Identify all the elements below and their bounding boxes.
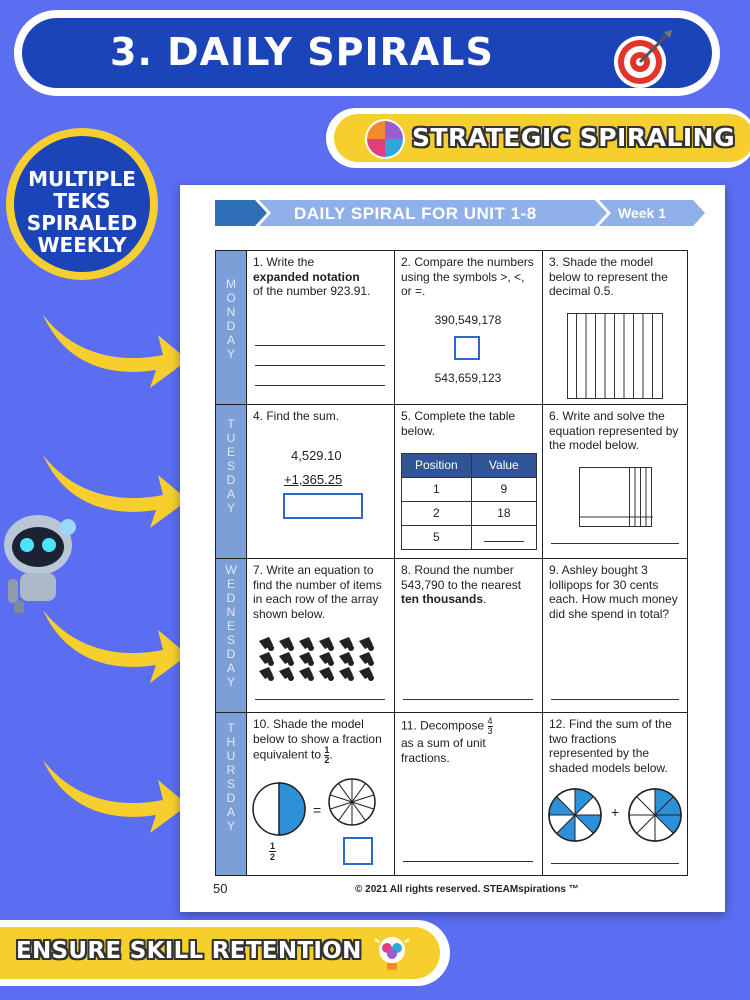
tenths-circle-model[interactable] xyxy=(327,777,377,827)
eighths-circle-shaded-three xyxy=(627,787,683,843)
q1-pre: 1. Write the xyxy=(253,255,315,269)
day-label-wednesday: W E D N E S D A Y xyxy=(225,563,237,689)
q11-frac-den: 3 xyxy=(487,726,493,736)
q10-pre: 10. Shade the model below to show a fraction equivalent to xyxy=(253,717,382,762)
curved-arrow-icon xyxy=(38,300,188,400)
table-answer-cell[interactable] xyxy=(471,526,536,550)
fraction-answer-box[interactable] xyxy=(343,837,373,865)
question-12-cell xyxy=(542,713,687,875)
q11-post: as a sum of unit fractions. xyxy=(401,736,486,765)
eighths-circle-shaded-four xyxy=(547,787,603,843)
day-label-tuesday: T U E S D A Y xyxy=(226,417,236,515)
day-label-thursday: T H U R S D A Y xyxy=(226,721,236,833)
day-strip-monday xyxy=(216,251,246,405)
banner-title: 3. DAILY SPIRALS xyxy=(110,30,494,74)
q12-plus: + xyxy=(611,804,620,820)
q2-number-a: 390,549,178 xyxy=(434,313,502,327)
q4-text: 4. Find the sum. xyxy=(253,409,340,423)
q10-label-num: 1 xyxy=(270,841,276,851)
question-11-cell xyxy=(394,713,542,875)
teks-badge-text xyxy=(14,168,150,256)
badminton-shuttle-array-icon xyxy=(259,637,383,681)
skill-retention-pill xyxy=(0,920,450,986)
comparison-answer-box[interactable] xyxy=(454,336,480,360)
sheet-title: DAILY SPIRAL FOR UNIT 1-8 xyxy=(294,204,537,223)
q10-frac-den: 2 xyxy=(324,755,330,765)
answer-line xyxy=(551,543,679,544)
q10-model-label xyxy=(269,841,276,862)
page-number: 50 xyxy=(213,881,228,896)
table-cell: 2 xyxy=(402,502,472,526)
area-model xyxy=(579,467,653,527)
pie-quadrant-icon xyxy=(364,118,406,160)
table-row xyxy=(402,478,537,502)
spiral-grid xyxy=(215,250,688,876)
q10-equals: = xyxy=(313,802,322,818)
sum-answer-box[interactable] xyxy=(283,493,363,519)
q1-post: of the number 923.91. xyxy=(253,284,371,298)
table-cell: 18 xyxy=(471,502,536,526)
q9-text: 9. Ashley bought 3 lollipops for 30 cents each. How much money did she spend in total? xyxy=(549,563,678,621)
table-cell: 1 xyxy=(402,478,472,502)
table-row xyxy=(402,526,537,550)
table-header-position: Position xyxy=(402,454,472,478)
answer-line xyxy=(255,385,385,386)
q10-label-den: 2 xyxy=(270,852,276,862)
q7-text: 7. Write an equation to find the number of items in each row of the array shown below. xyxy=(253,563,382,621)
badge-line-4: WEEKLY xyxy=(37,233,127,257)
worksheet xyxy=(180,185,725,912)
table-row xyxy=(402,502,537,526)
question-5-cell xyxy=(394,405,542,559)
q5-text: 5. Complete the table below. xyxy=(401,409,516,438)
q8-pre: 8. Round the number 543,790 to the nearest xyxy=(401,563,522,592)
badge-line-3: SPIRALED xyxy=(26,211,138,235)
q8-bold: ten thousands xyxy=(401,592,484,606)
q6-text: 6. Write and solve the equation represented by the model below. xyxy=(549,409,679,452)
q4-addend-b: +1,365.25 xyxy=(284,472,343,487)
q2-number-b: 543,659,123 xyxy=(434,371,502,385)
question-10-cell xyxy=(246,713,394,875)
day-strip-tuesday xyxy=(216,405,246,559)
sheet-week: Week 1 xyxy=(618,205,666,221)
badge-line-2: TEKS xyxy=(53,189,111,213)
q2-text: 2. Compare the numbers using the symbols >, <, or =. xyxy=(401,255,534,298)
copyright-text: © 2021 All rights reserved. STEAMspirations ™ xyxy=(355,884,579,895)
table-cell: 5 xyxy=(402,526,472,550)
skill-retention-inner xyxy=(0,927,440,979)
question-1-cell xyxy=(246,251,394,405)
answer-line xyxy=(255,345,385,346)
strategic-label: STRATEGIC SPIRALING xyxy=(412,123,736,152)
question-7-cell xyxy=(246,559,394,713)
question-8-cell xyxy=(394,559,542,713)
q11-frac-num: 4 xyxy=(487,716,493,726)
title-banner-inner xyxy=(22,18,712,88)
q8-post: . xyxy=(483,592,487,606)
lightbulb-brain-icon xyxy=(372,933,412,973)
curved-arrow-icon xyxy=(38,745,188,845)
answer-line xyxy=(403,699,533,700)
q11-fraction xyxy=(488,717,493,736)
question-6-cell xyxy=(542,405,687,559)
q10-frac-num: 1 xyxy=(324,745,330,755)
answer-line xyxy=(255,365,385,366)
q11-pre: 11. Decompose xyxy=(401,718,485,733)
title-banner xyxy=(14,10,720,96)
strategic-pill-inner xyxy=(334,114,750,162)
question-2-cell xyxy=(394,251,542,405)
badge-line-1: MULTIPLE xyxy=(28,167,136,191)
q4-addend-a: 4,529.10 xyxy=(291,448,342,463)
day-label-monday: M O N D A Y xyxy=(226,277,236,361)
question-4-cell xyxy=(246,405,394,559)
retention-label: ENSURE SKILL RETENTION xyxy=(16,938,362,964)
robot-mascot-icon xyxy=(0,505,80,615)
q8-text xyxy=(401,563,536,607)
q1-bold: expanded notation xyxy=(253,269,360,284)
q10-text: 10. Shade the model below to show a fraction equivalent to $\frac{1}{2}$ . xyxy=(253,717,382,765)
decimal-tenths-model[interactable] xyxy=(567,313,663,399)
answer-line xyxy=(551,863,679,864)
position-value-table xyxy=(401,453,537,550)
answer-line xyxy=(551,699,679,700)
target-icon xyxy=(612,28,674,90)
teks-badge-inner xyxy=(14,136,150,272)
q11-text xyxy=(401,717,536,765)
day-strip-thursday xyxy=(216,713,246,875)
answer-line xyxy=(403,861,533,862)
strategic-spiraling-pill xyxy=(326,108,750,168)
day-strip-wednesday xyxy=(216,559,246,713)
table-header-value: Value xyxy=(471,454,536,478)
teks-badge xyxy=(6,128,158,280)
question-9-cell xyxy=(542,559,687,713)
question-3-cell xyxy=(542,251,687,405)
q3-text: 3. Shade the model below to represent the decimal 0.5. xyxy=(549,255,668,298)
half-shaded-circle xyxy=(251,781,307,837)
q12-text: 12. Find the sum of the two fractions represented by the shaded models below. xyxy=(549,717,672,775)
q10-fraction xyxy=(324,746,329,765)
q1-text xyxy=(253,255,388,299)
table-cell: 9 xyxy=(471,478,536,502)
answer-line xyxy=(255,699,385,700)
